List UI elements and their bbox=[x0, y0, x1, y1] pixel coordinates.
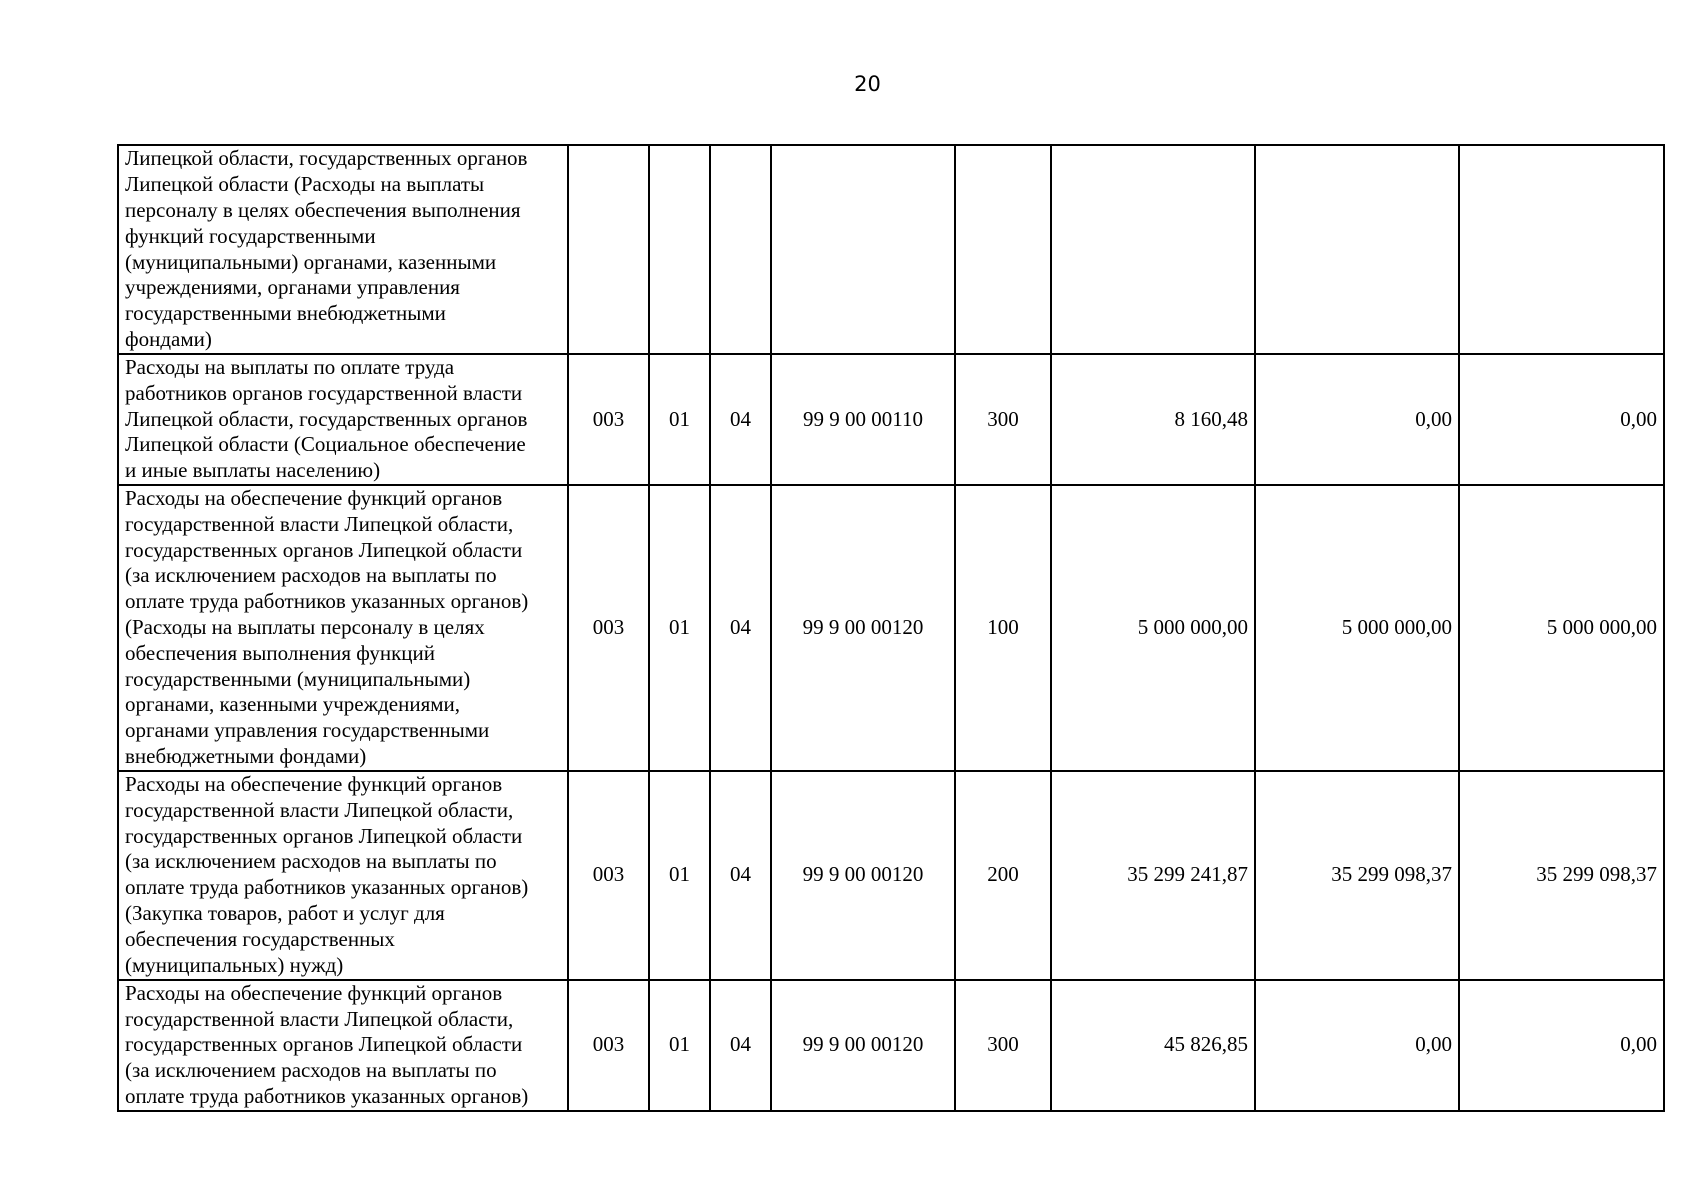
ministry-code-cell: 003 bbox=[568, 485, 649, 771]
table-row bbox=[118, 485, 1664, 771]
table-row bbox=[118, 145, 1664, 354]
ministry-code-cell bbox=[568, 145, 649, 354]
row-description: Расходы на выплаты по оплате труда работников органов государственной власти Липецкой области, государственных органов Липецкой области (Социальное обеспечение и иные выплаты населению) bbox=[118, 354, 568, 485]
amount-year1-cell bbox=[1051, 145, 1255, 354]
amount-year1-cell: 5 000 000,00 bbox=[1051, 485, 1255, 771]
budget-table bbox=[117, 144, 1665, 1112]
amount-year1-cell: 35 299 241,87 bbox=[1051, 771, 1255, 980]
amount-year3-cell: 5 000 000,00 bbox=[1459, 485, 1664, 771]
table-row bbox=[118, 354, 1664, 485]
amount-year3-cell: 0,00 bbox=[1459, 354, 1664, 485]
ministry-code-cell: 003 bbox=[568, 354, 649, 485]
subsection-cell: 04 bbox=[710, 354, 771, 485]
amount-year2-cell bbox=[1255, 145, 1459, 354]
expense-type-cell: 300 bbox=[955, 980, 1051, 1111]
row-description: Расходы на обеспечение функций органов государственной власти Липецкой области, государственных органов Липецкой области (за исключением расходов на выплаты по оплате труда работников указанных органов) (Расходы на выплаты персоналу в целях обеспечения выполнения функций государственными (муниципальными) органами, казенными учреждениями, органами управления государственными внебюджетными фондами) bbox=[118, 485, 568, 771]
section-cell: 01 bbox=[649, 980, 710, 1111]
expense-type-cell: 200 bbox=[955, 771, 1051, 980]
target-article-cell bbox=[771, 145, 955, 354]
page-number: 20 bbox=[854, 72, 881, 96]
subsection-cell: 04 bbox=[710, 485, 771, 771]
amount-year2-cell: 0,00 bbox=[1255, 354, 1459, 485]
section-cell: 01 bbox=[649, 771, 710, 980]
amount-year2-cell: 5 000 000,00 bbox=[1255, 485, 1459, 771]
expense-type-cell: 300 bbox=[955, 354, 1051, 485]
subsection-cell bbox=[710, 145, 771, 354]
ministry-code-cell: 003 bbox=[568, 771, 649, 980]
expense-type-cell bbox=[955, 145, 1051, 354]
amount-year3-cell bbox=[1459, 145, 1664, 354]
amount-year2-cell: 0,00 bbox=[1255, 980, 1459, 1111]
row-description: Расходы на обеспечение функций органов государственной власти Липецкой области, государственных органов Липецкой области (за исключением расходов на выплаты по оплате труда работников указанных органов) (Закупка товаров, работ и услуг для обеспечения государственных (муниципальных) нужд) bbox=[118, 771, 568, 980]
table-row bbox=[118, 980, 1664, 1111]
amount-year3-cell: 35 299 098,37 bbox=[1459, 771, 1664, 980]
amount-year3-cell: 0,00 bbox=[1459, 980, 1664, 1111]
expense-type-cell: 100 bbox=[955, 485, 1051, 771]
target-article-cell: 99 9 00 00110 bbox=[771, 354, 955, 485]
subsection-cell: 04 bbox=[710, 980, 771, 1111]
amount-year1-cell: 45 826,85 bbox=[1051, 980, 1255, 1111]
amount-year2-cell: 35 299 098,37 bbox=[1255, 771, 1459, 980]
target-article-cell: 99 9 00 00120 bbox=[771, 485, 955, 771]
section-cell bbox=[649, 145, 710, 354]
section-cell: 01 bbox=[649, 354, 710, 485]
section-cell: 01 bbox=[649, 485, 710, 771]
target-article-cell: 99 9 00 00120 bbox=[771, 771, 955, 980]
row-description: Липецкой области, государственных органов Липецкой области (Расходы на выплаты персоналу в целях обеспечения выполнения функций государственными (муниципальными) органами, казенными учреждениями, органами управления государственными внебюджетными фондами) bbox=[118, 145, 568, 354]
row-description: Расходы на обеспечение функций органов государственной власти Липецкой области, государственных органов Липецкой области (за исключением расходов на выплаты по оплате труда работников указанных органов) bbox=[118, 980, 568, 1111]
target-article-cell: 99 9 00 00120 bbox=[771, 980, 955, 1111]
amount-year1-cell: 8 160,48 bbox=[1051, 354, 1255, 485]
table-row bbox=[118, 771, 1664, 980]
subsection-cell: 04 bbox=[710, 771, 771, 980]
ministry-code-cell: 003 bbox=[568, 980, 649, 1111]
